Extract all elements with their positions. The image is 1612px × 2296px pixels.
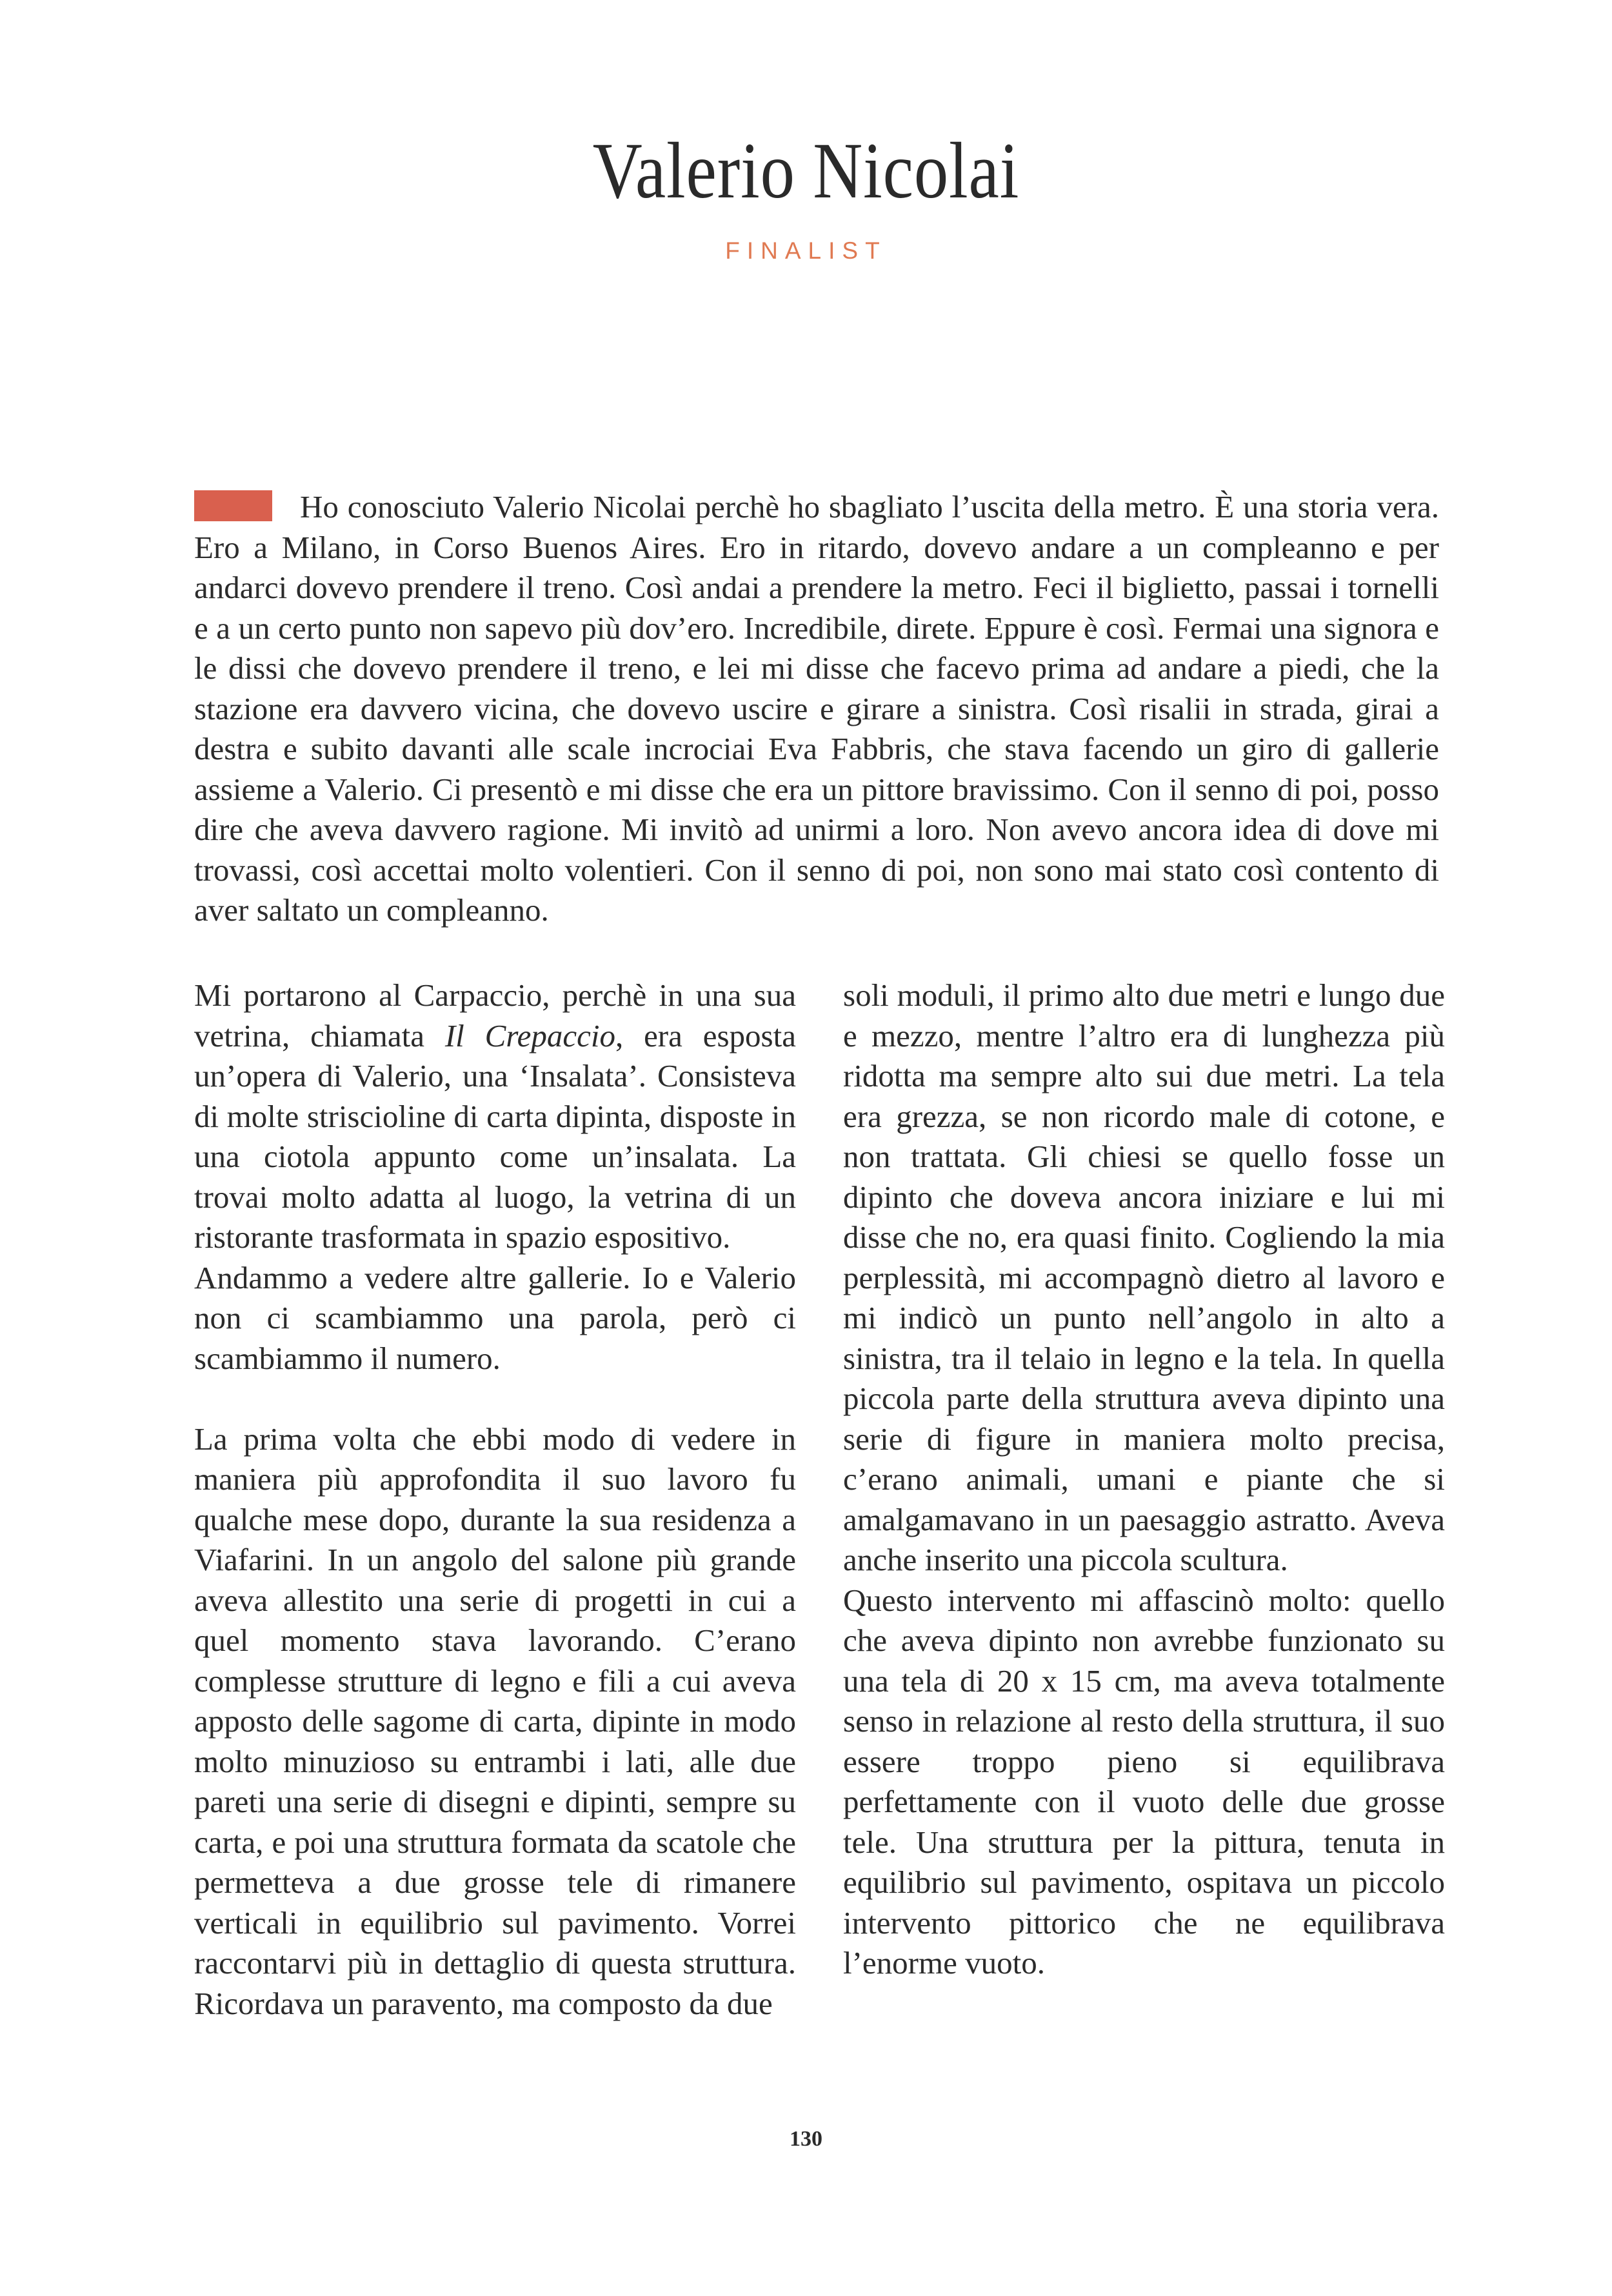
intro-paragraph: Ho conosciuto Valerio Nicolai perchè ho sbagliato l’uscita della metro. È una storia vera. Ero a Milano, in Corso Buenos Aires. Ero in ritardo, dovevo andare a un compleanno e per andarci dovevo prendere il treno. Così andai a prendere la metro. Feci il biglietto, passai i tornelli e a un certo punto non sapevo più dov’ero. Incredibile, direte. Eppure è così. Fermai una signora e le dissi che dovevo prendere il treno, e lei mi disse che facevo prima ad andare a piedi, che la stazione era davvero vicina, che dovevo uscire e girare a sinistra. Così risalii in strada, girai a destra e subito davanti alle scale incrociai Eva Fabbris, che stava facendo un giro di gallerie assieme a Valerio. Ci presentò e mi disse che era un pittore bravissimo. Con il senno di poi, posso dire che aveva davvero ragione. Mi invitò ad unirmi a loro. Non avevo ancora idea di dove mi trovassi, così accettai molto volentieri. Con il senno di poi, non sono mai stato così contento di aver saltato un compleanno. (194, 489, 1439, 928)
left-p1-text-start: Mi portarono al Carpaccio, perchè in una sua vetrina, chiamata (194, 977, 796, 1053)
artwork-title-italic: Il Crepaccio (444, 1017, 615, 1053)
left-paragraph-1 (194, 975, 796, 1258)
left-paragraph-3: La prima volta che ebbi modo di vedere in maniera più approfondita il suo lavoro fu qualche mese dopo, durante la sua residenza a Viafarini. In un angolo del salone più grande aveva allestito una serie di progetti in cui a quel momento stava lavorando. C’erano complesse strutture di legno e fili a cui aveva apposto delle sagome di carta, dipinte in modo molto minuzioso su entrambi i lati, alle due pareti una serie di disegni e dipinti, sempre su carta, e poi una struttura formata da scatole che permetteva a due grosse tele di rimanere verticali in equilibrio sul pavimento. Vorrei raccontarvi più in dettaglio di questa struttura. Ricordava un paravento, ma composto da due (194, 1421, 796, 2021)
right-paragraph-2: Questo intervento mi affascinò molto: quello che aveva dipinto non avrebbe funzionato su una tela di 20 x 15 cm, ma aveva totalmente senso in relazione al resto della struttura, il suo essere troppo pieno si equilibrava perfettamente con il vuoto delle due grosse tele. Una struttura per la pittura, tenuta in equilibrio sul pavimento, ospitava un piccolo intervento pittorico che ne equilibrava l’enorme vuoto. (843, 1582, 1445, 1981)
page-number: 130 (790, 2127, 822, 2151)
page-title: Valerio Nicolai (592, 126, 1020, 215)
right-paragraph-1: soli moduli, il primo alto due metri e lungo due e mezzo, mentre l’altro era di lunghezza più ridotta ma sempre alto sui due metri. La tela era grezza, se non ricordo male di cotone, e non trattata. Gli chiesi se quello fosse un dipinto che doveva ancora iniziare e lui mi disse che no, era quasi finito. Cogliendo la mia perplessità, mi accompagnò dietro al lavoro e mi indicò un punto nell’angolo in alto a sinistra, tra il telaio in legno e la tela. In quella piccola parte della struttura aveva dipinto una serie di figure in maniera molto precisa, c’erano animali, umani e piante che si amalgamavano in un paesaggio astratto. Aveva anche inserito una piccola scultura. (843, 977, 1445, 1577)
right-column (843, 975, 1445, 1984)
left-paragraph-2: Andammo a vedere altre gallerie. Io e Valerio non ci scambiammo una parola, però ci scambiammo il numero. (194, 1259, 796, 1376)
left-column (194, 975, 796, 2024)
left-p1-text-end: , era esposta un’opera di Valerio, una ‘Insalata’. Consisteva di molte striscioline di carta dipinta, disposte in una ciotola appunto come un’insalata. La trovai molto adatta al luogo, la vetrina di un ristorante trasformata in spazio espositivo. (194, 1017, 796, 1255)
finalist-label: FINALIST (725, 237, 887, 264)
